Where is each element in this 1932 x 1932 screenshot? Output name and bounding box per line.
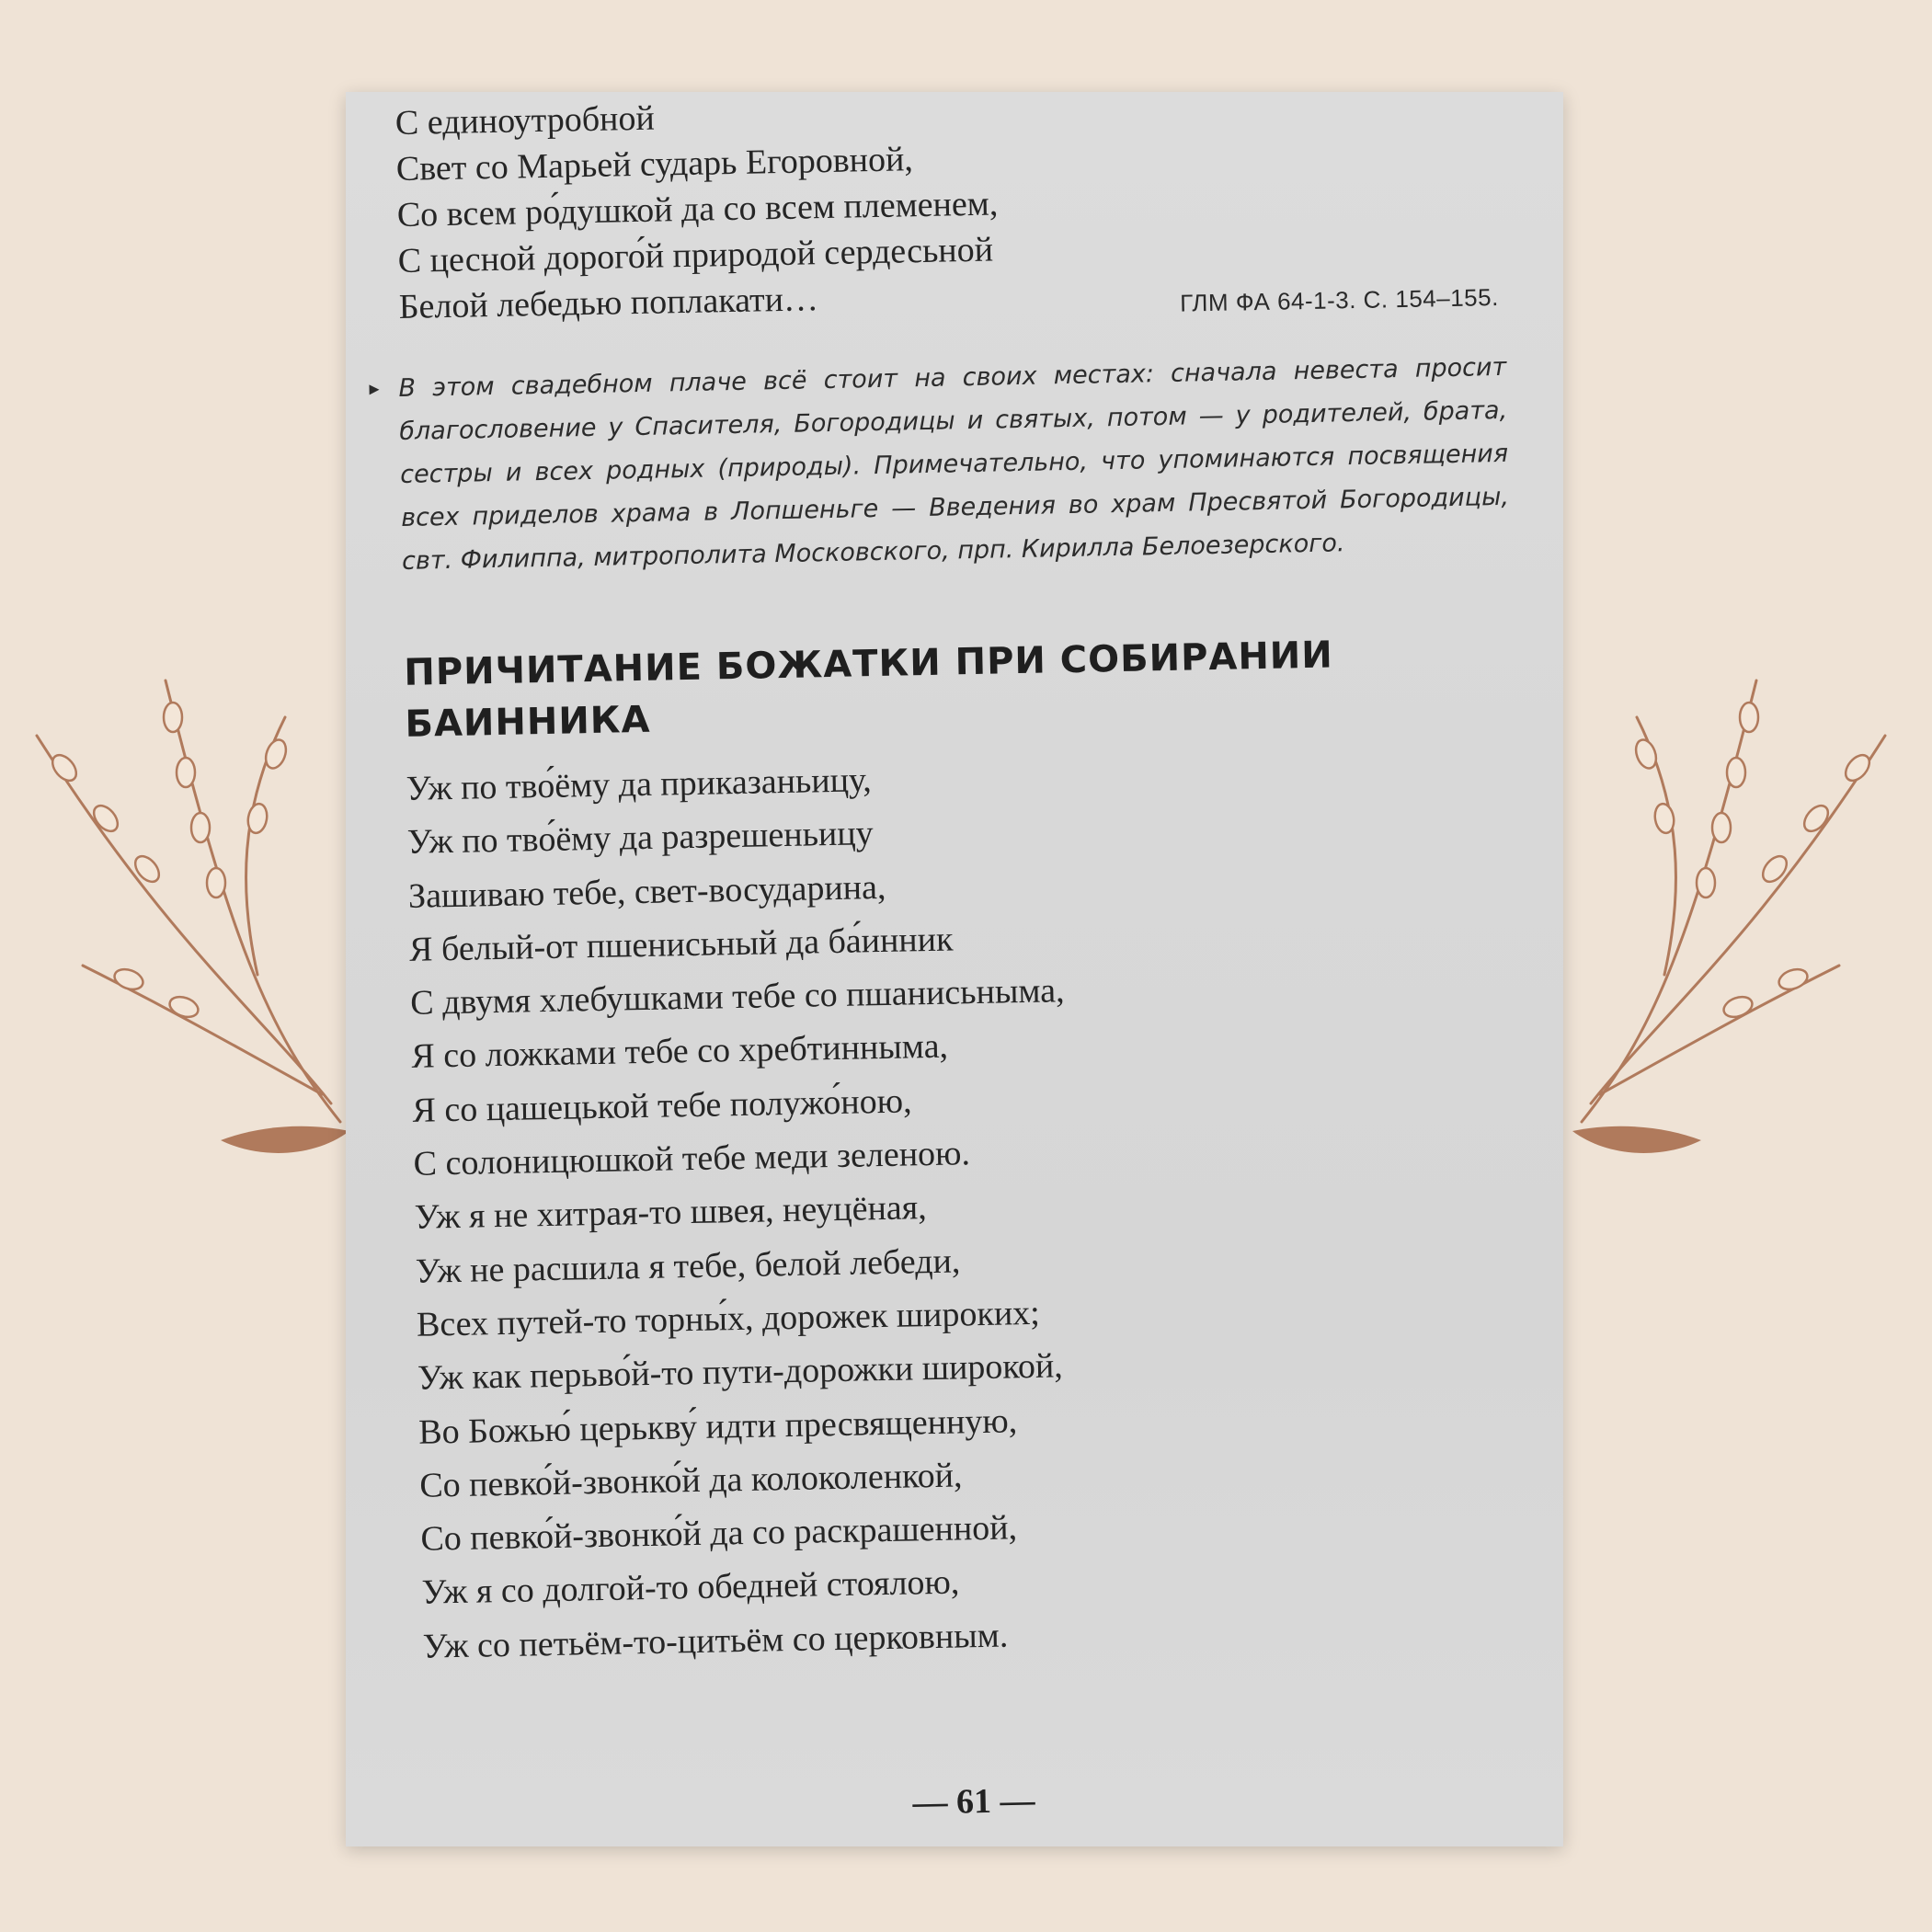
note-marker-icon: ▸: [369, 376, 380, 400]
poem-line: Уж я со долгой-то обедней стоялою,: [421, 1562, 960, 1613]
poem-line: Белой лебедью поплакати…: [398, 280, 819, 326]
poem-line: Во Божью́ церькву́ идти пресвященную,: [417, 1400, 1018, 1452]
poem-line: С единоутробной: [394, 98, 656, 143]
poem-line: Свет со Марьей сударь Егоровной,: [395, 140, 914, 189]
commentary-note: В этом свадебном плаче всё стоит на своих местах: сначала невеста просит благословение у Спасителя, Богородицы и святых, потом — у родителей, брата, сестры и всех родных (природы). Примечательно, что упоминаются посвящения всех приделов храма в Лопшеньге — Введения во храм Пресвятой Богородицы, свт. Филиппа, митрополита Московского, прп. Кирилла Белоезерского.: [398, 352, 1510, 576]
page-content: [346, 92, 1563, 1846]
poem-main-stanza: [406, 745, 1343, 1674]
poem-line: С солоницюшкой тебе меди зеленою.: [413, 1134, 971, 1183]
section-heading: ПРИЧИТАНИЕ БОЖАТКИ ПРИ СОБИРАНИИ БАИННИКА: [403, 634, 1334, 746]
poem-line: Зашиваю тебе, свет-восударина,: [407, 867, 886, 916]
poem-line: Всех путей-то торны́х, дорожек широких;: [416, 1293, 1041, 1344]
poem-line: Я белый-от пшенисьный да ба́инник: [408, 920, 954, 969]
poem-line: Уж по тво́ёму да приказаньицу,: [406, 760, 873, 808]
poem-line: Со певко́й-звонко́й да со раскрашенной,: [420, 1508, 1018, 1559]
willow-branch-right-decoration: [1563, 662, 1894, 1177]
poem-line: Уж как перьво́й-то пути-дорожки широкой,: [417, 1346, 1064, 1399]
poem-line: Я со ложками тебе со хребтинныма,: [411, 1027, 949, 1077]
poem-line: Уж не расшила я тебе, белой лебеди,: [415, 1241, 961, 1291]
willow-branch-left-decoration: [28, 662, 359, 1177]
book-page: [346, 92, 1563, 1846]
poem-top-stanza: [394, 92, 1227, 330]
poem-line: Уж по тво́ёму да разрешеньицу: [406, 814, 875, 863]
poem-line: Я со цашецькой тебе полужо́ною,: [412, 1081, 912, 1130]
page-number: — 61 —: [912, 1780, 1035, 1823]
poem-line: Уж со петьём-то-цитьём со церковным.: [422, 1616, 1009, 1666]
poem-line: С двумя хлебушками тебе со пшанисьныма,: [409, 971, 1065, 1023]
poem-line: Уж я не хитрая-то швея, неуцёная,: [414, 1188, 928, 1238]
poem-line: С цесной дорого́й природой сердесьной: [397, 230, 994, 280]
poem-line: Со всем ро́душкой да со всем племенем,: [396, 184, 999, 234]
archive-citation: ГЛМ ФА 64-1-3. С. 154–155.: [1179, 283, 1500, 317]
poem-line: Со певко́й-звонко́й да колоколенкой,: [418, 1456, 963, 1505]
